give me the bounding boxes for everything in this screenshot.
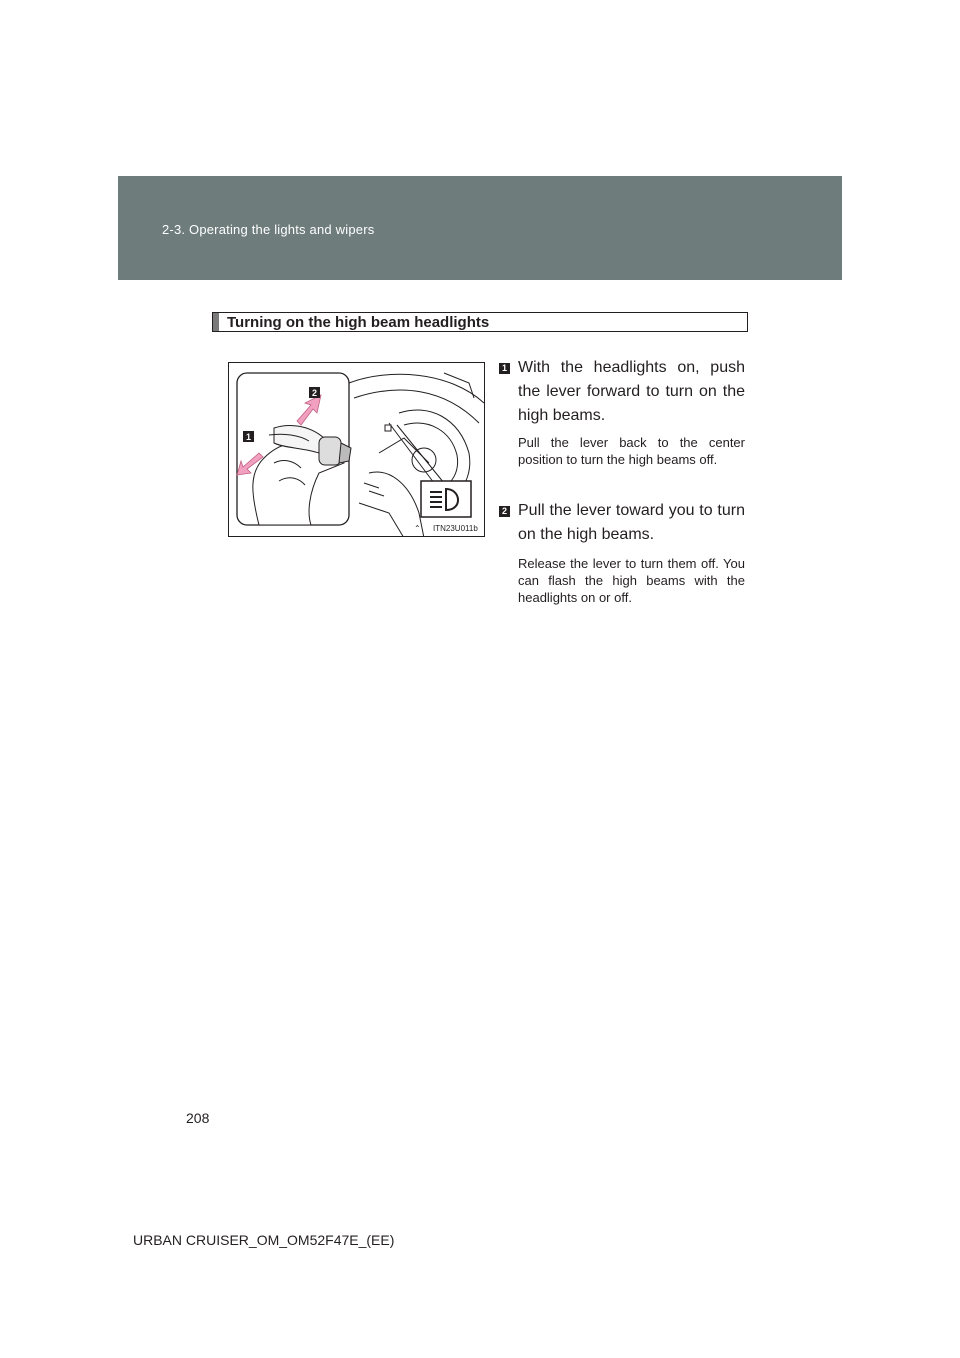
step-1	[499, 356, 745, 428]
section-title: Turning on the high beam headlights	[227, 314, 490, 331]
breadcrumb: 2-3. Operating the lights and wipers	[162, 222, 375, 237]
section-title-box	[212, 312, 748, 332]
document-footer: URBAN CRUISER_OM_OM52F47E_(EE)	[133, 1232, 395, 1248]
figure-code: ITN23U011b	[433, 524, 478, 533]
step-note: Release the lever to turn them off. You can flash the high beams with the headlights on or off.	[518, 556, 745, 605]
chapter-header	[118, 176, 842, 280]
step-badge: 2	[499, 506, 510, 517]
high-beam-icon	[421, 481, 471, 517]
svg-text:⌃: ⌃	[414, 524, 421, 533]
step-text: Pull the lever toward you to turn on the high beams.	[518, 502, 745, 543]
svg-text:2: 2	[311, 388, 318, 398]
lever-drawing	[229, 363, 485, 537]
step-note: Pull the lever back to the center position to turn the high beams off.	[518, 435, 745, 467]
lever-illustration	[228, 362, 485, 537]
step-2	[499, 499, 745, 547]
svg-text:1: 1	[245, 432, 252, 442]
step-badge: 1	[499, 363, 510, 374]
step-text: With the headlights on, push the lever forward to turn on the high beams.	[518, 359, 745, 424]
section-title-bar	[213, 313, 219, 331]
page-number: 208	[186, 1110, 210, 1126]
